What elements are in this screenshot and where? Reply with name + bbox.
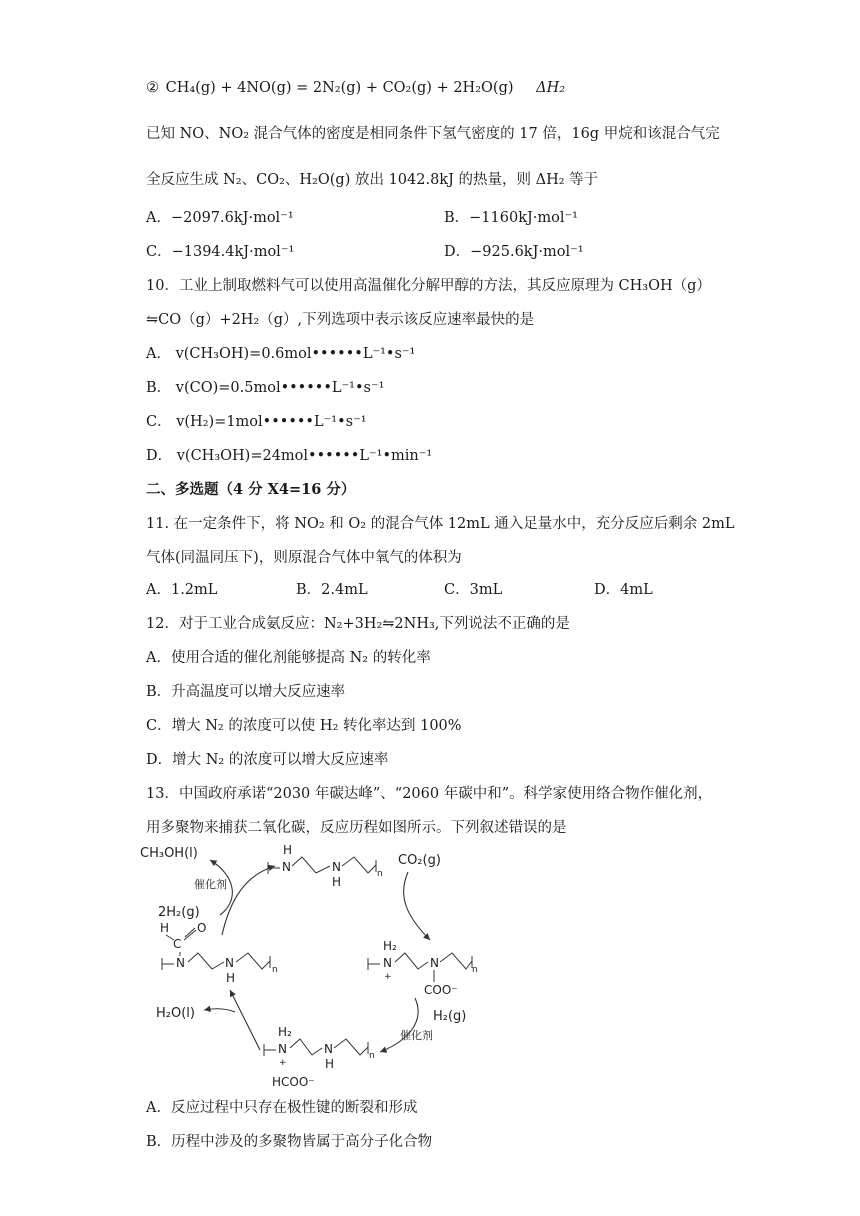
top-h: H [283,843,293,857]
section-heading-multi-choice: 二、多选题（4 分 X4=16 分） [146,481,356,498]
q9-line1: 已知 NO、NO₂ 混合气体的密度是相同条件下氢气密度的 17 倍，16g 甲烷和该混合气完 [146,126,720,142]
q11-line1: 11. 在一定条件下，将 NO₂ 和 O₂ 的混合气体 12mL 通入足量水中，充分反应后剩余 2mL [146,516,735,532]
bottom-n1: N [278,1042,287,1056]
label-ch3oh: CH₃OH(l) [140,846,198,861]
equation-2 [146,78,565,98]
reaction-scheme-diagram [140,840,500,1095]
right-n1: N [383,956,392,970]
top-n2: N [332,860,341,874]
top-sub-n: n [377,869,383,879]
q11-option-c[interactable]: C．3mL [444,582,503,598]
right-h2: H₂ [383,939,397,953]
left-h2: H [226,971,236,985]
q10-line1: 10．工业上制取燃料气可以使用高温催化分解甲醇的方法，其反应原理为 CH₃OH（g） [146,278,711,294]
label-catalyst-1: 催化剂 [194,878,227,891]
left-o: O [197,921,207,935]
q9-option-d[interactable]: D．−925.6kJ·mol⁻¹ [444,244,584,260]
right-coo: COO⁻ [424,983,458,997]
left-c: C [173,937,182,951]
bottom-n2: N [324,1042,333,1056]
q11-option-a[interactable]: A．1.2mL [146,582,218,598]
q12-option-a[interactable]: A．使用合适的催化剂能够提高 N₂ 的转化率 [146,650,431,666]
q12-option-d[interactable]: D．增大 N₂ 的浓度可以增大反应速率 [146,752,389,768]
q12-option-c[interactable]: C．增大 N₂ 的浓度可以使 H₂ 转化率达到 100% [146,718,462,734]
q9-option-b[interactable]: B．−1160kJ·mol⁻¹ [444,210,578,226]
top-n1: N [282,860,291,874]
right-plus: + [384,972,392,982]
equation-enthalpy: ΔH₂ [536,80,566,96]
q9-option-a[interactable]: A．−2097.6kJ·mol⁻¹ [146,210,294,226]
q11-option-d[interactable]: D．4mL [594,582,653,598]
bottom-h2: H₂ [278,1025,292,1039]
q10-option-c[interactable]: C． v(H₂)=1mol••••••L⁻¹•s⁻¹ [146,414,367,430]
q13-option-b[interactable]: B．历程中涉及的多聚物皆属于高分子化合物 [146,1134,433,1150]
q9-line2: 全反应生成 N₂、CO₂、H₂O(g) 放出 1042.8kJ 的热量，则 ΔH₂ 等于 [146,172,599,188]
arrow-to-top [222,866,275,935]
arrow-co2-curve [404,872,430,940]
q12-line1: 12．对于工业合成氨反应：N₂+3H₂⇋2NH₃,下列说法不正确的是 [146,616,570,632]
left-sub-n: n [272,965,278,975]
q11-option-b[interactable]: B．2.4mL [296,582,368,598]
arrow-right-down [380,998,418,1052]
q12-option-b[interactable]: B．升高温度可以增大反应速率 [146,684,346,700]
label-catalyst-2: 催化剂 [400,1029,433,1042]
label-h2-right: H₂(g) [433,1009,467,1024]
bottom-sub-n: n [369,1051,375,1061]
arrow-bottom-left [230,990,260,1050]
right-sub-n: n [472,965,478,975]
left-n2: N [225,956,234,970]
q11-line2: 气体(同温同压下)，则原混合气体中氧气的体积为 [146,550,462,566]
bottom-plus: + [279,1058,287,1068]
q10-option-d[interactable]: D． v(CH₃OH)=24mol••••••L⁻¹•min⁻¹ [146,448,433,464]
q10-option-a[interactable]: A． v(CH₃OH)=0.6mol••••••L⁻¹•s⁻¹ [146,346,416,362]
bottom-hcoo: HCOO⁻ [272,1075,315,1089]
label-2h2: 2H₂(g) [158,905,200,920]
arrow-h2o [204,1009,235,1012]
q10-option-b[interactable]: B． v(CO)=0.5mol••••••L⁻¹•s⁻¹ [146,380,385,396]
q13-option-a[interactable]: A．反应过程中只存在极性键的断裂和形成 [146,1100,418,1116]
q10-line2: ⇋CO（g）+2H₂（g）,下列选项中表示该反应速率最快的是 [146,312,535,328]
equation-number: ② [146,80,159,96]
left-h-top: H [160,921,170,935]
left-n1: N [176,956,185,970]
top-h2: H [332,875,342,889]
bottom-h: H [325,1057,335,1071]
q9-option-c[interactable]: C．−1394.4kJ·mol⁻¹ [146,244,295,260]
q13-line1: 13．中国政府承诺“2030 年碳达峰”、“2060 年碳中和”。科学家使用络合物作催化剂， [146,786,713,802]
label-h2o: H₂O(l) [156,1006,195,1021]
label-co2: CO₂(g) [398,853,441,868]
right-n2: N [430,956,439,970]
q13-line2: 用多聚物来捕获二氧化碳，反应历程如图所示。下列叙述错误的是 [146,820,567,836]
equation-body: CH₄(g) + 4NO(g) = 2N₂(g) + CO₂(g) + 2H₂O(g) [165,80,514,96]
